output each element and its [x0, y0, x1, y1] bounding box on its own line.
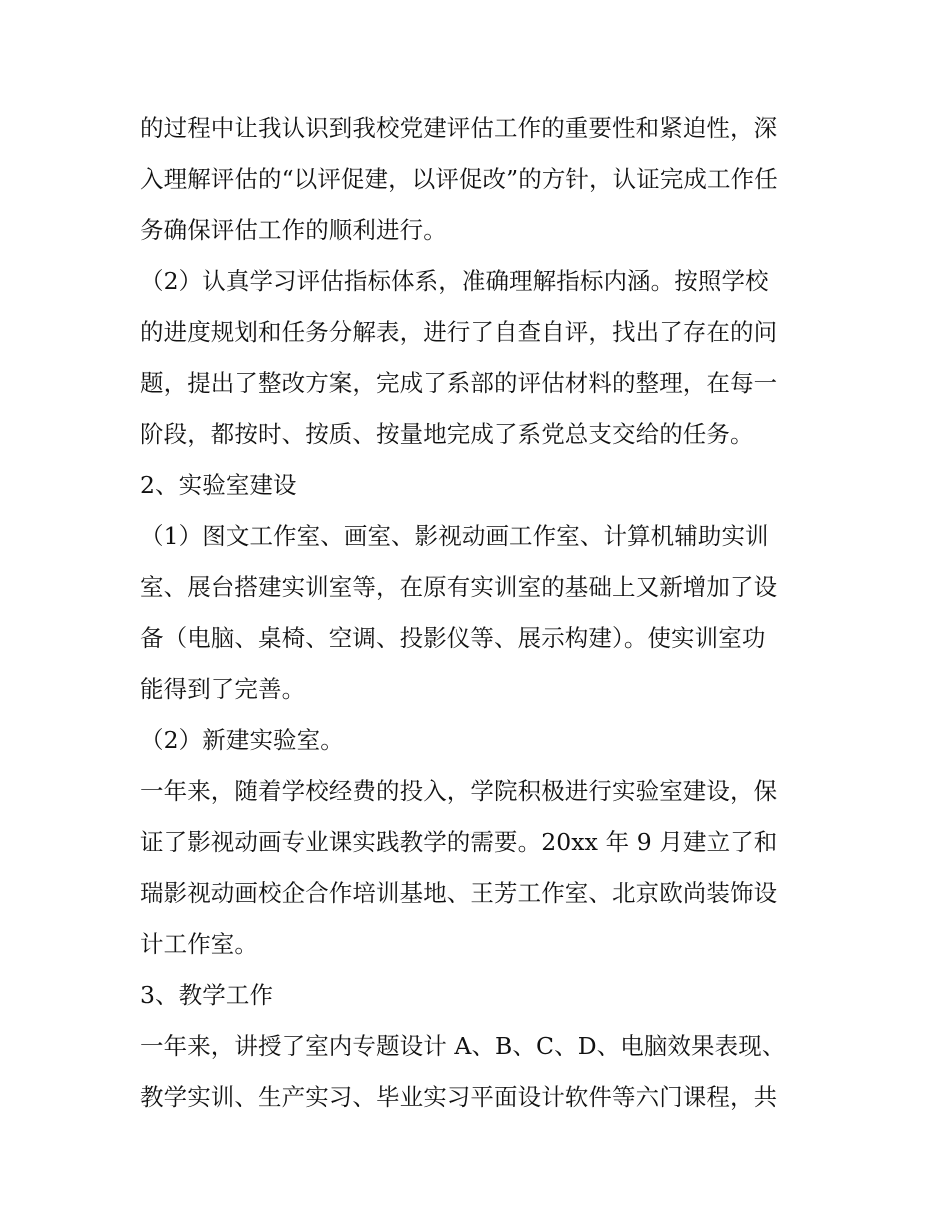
section-heading: 2、实验室建设 — [140, 471, 297, 499]
text-line: 务确保评估工作的顺利进行。 — [140, 216, 447, 244]
text-line: 入理解评估的“以评促建，以评促改”的方针，认证完成工作任 — [140, 165, 778, 193]
text-line: 室、展台搭建实训室等，在原有实训室的基础上又新增加了设 — [140, 573, 778, 601]
text-line: 计工作室。 — [140, 930, 258, 958]
text-line: 一年来，讲授了室内专题设计 A、B、C、D、电脑效果表现、 — [140, 1032, 786, 1060]
text-line: 的进度规划和任务分解表，进行了自查自评，找出了存在的问 — [140, 318, 778, 346]
text-line: 证了影视动画专业课实践教学的需要。20xx 年 9 月建立了和 — [140, 828, 778, 856]
text-line: 瑞影视动画校企合作培训基地、王芳工作室、北京欧尚装饰设 — [140, 879, 778, 907]
text-line: （2）新建实验室。 — [140, 726, 344, 754]
text-line: （1）图文工作室、画室、影视动画工作室、计算机辅助实训 — [140, 522, 769, 550]
text-line: 题，提出了整改方案，完成了系部的评估材料的整理，在每一 — [140, 369, 778, 397]
text-line: 教学实训、生产实习、毕业实习平面设计软件等六门课程，共 — [140, 1083, 778, 1111]
text-line: 备（电脑、桌椅、空调、投影仪等、展示构建）。使实训室功 — [140, 624, 766, 652]
text-line: 能得到了完善。 — [140, 675, 306, 703]
text-line: 阶段，都按时、按质、按量地完成了系党总支交给的任务。 — [140, 420, 754, 448]
section-heading: 3、教学工作 — [140, 981, 274, 1009]
text-line: 的过程中让我认识到我校党建评估工作的重要性和紧迫性，深 — [140, 114, 778, 142]
text-line: 一年来，随着学校经费的投入，学院积极进行实验室建设，保 — [140, 777, 778, 805]
text-line: （2）认真学习评估指标体系，准确理解指标内涵。按照学校 — [140, 267, 769, 295]
